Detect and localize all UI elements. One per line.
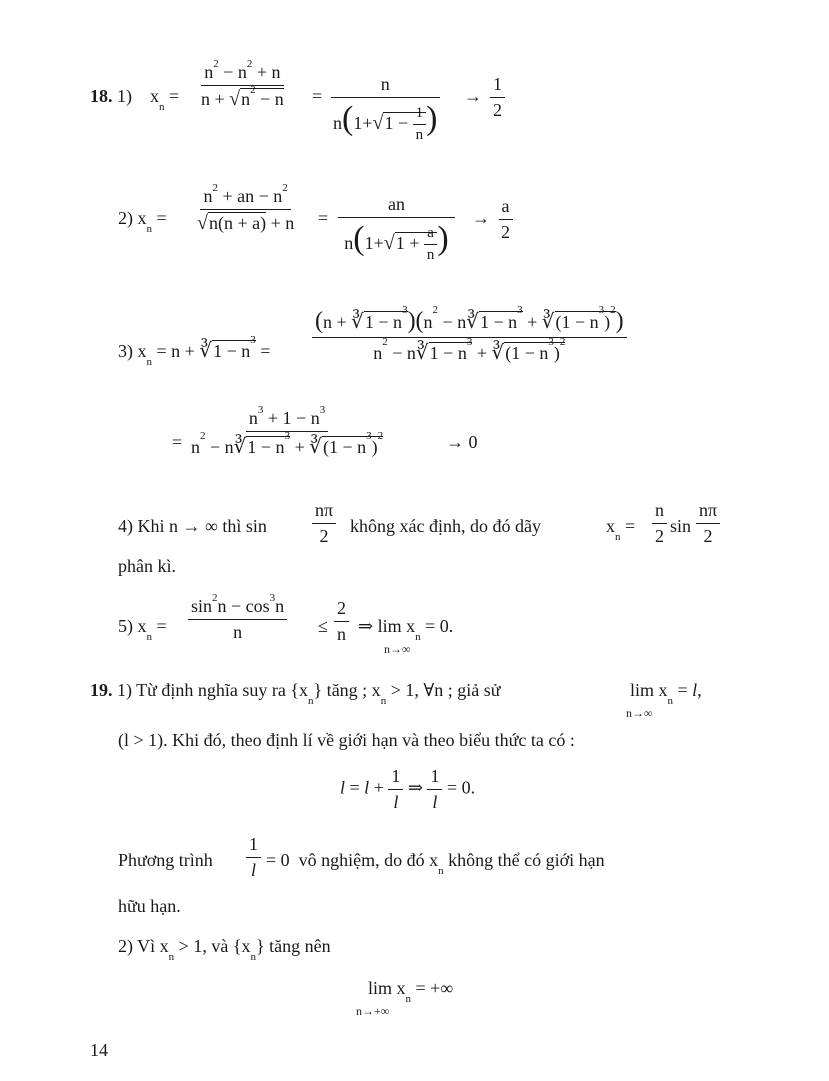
problem-19-line3b: = 0 vô nghiệm, do đó $x_n$ không thể có giới hạn [266, 850, 605, 877]
eq-18-4-s: $\frac{n\pi}{2}$ [696, 500, 720, 547]
lim-l-sub: n→∞ [626, 706, 653, 720]
arrow: → [464, 86, 482, 106]
lim-l: $\lim x_n = l$, [630, 680, 702, 707]
eq-18-4-text-b: không xác định, do đó dãy [350, 516, 541, 536]
eq-18-3-lhs: 3) $x_n = n$ + ∛1 − $n^3$ = [118, 334, 271, 368]
eq-18-3-frac1: $\frac{(n + ∛1 - n^3)(n^2 - n∛1 - n^3 + ∛(1 - n^3)^2)}{n^2 - n∛1 - n^3 + ∛(1 - n^3)^2}$ [312, 308, 627, 365]
problem-19-line3a: Phương trình [118, 850, 213, 870]
eq-18-5-frac: $\frac{\sin^2n - \cos^3n}{n}$ [188, 596, 287, 643]
eq-18-4-frac: $\frac{n\pi}{2}$ [312, 500, 336, 547]
problem-18-label: 18. 1) [90, 86, 132, 106]
eq-19-frac: $\frac{1}{l}$ [246, 834, 261, 881]
eq-18-2-frac2: an n(1+√1 + $\frac{a}{n}$ ) [338, 194, 455, 264]
eq-18-2-lhs: 2) $x_n$ = [118, 208, 167, 235]
eq-19-center: l = l + $\frac{1}{l}$ ⇒ $\frac{1}{l}$ = 0. [340, 766, 476, 812]
final-lim-sub: n→+∞ [356, 1004, 390, 1018]
eq-18-2-frac1: $\frac{n^2 + an - n^2}{√n(n + a) + n}$ [197, 182, 295, 234]
eq-18-1-frac2: n n(1+√1 − $\frac{1}{n}$ ) [330, 74, 440, 144]
eq-sign: = [318, 208, 329, 228]
eq-18-5-lim: ⇒ $\lim x_n = 0$. [358, 616, 454, 643]
eq-18-5-lhs: 5) $x_n$ = [118, 616, 167, 643]
eq-18-4-sin: sin [670, 516, 692, 536]
problem-19-line4: hữu hạn. [118, 896, 181, 916]
limit-18-3: → 0 [446, 432, 478, 452]
limit-18-1: $\frac{1}{2}$ [490, 74, 505, 121]
problem-19-line1: 19. 1) Từ định nghĩa suy ra $\{x_n\}$ tăng ; $x_n > 1$, ∀n ; giả sử [90, 680, 501, 707]
problem-19-line5: 2) Vì $x_n > 1$, và $\{x_n\}$ tăng nên [118, 936, 331, 963]
eq-18-4-xn: $x_n$ = [606, 516, 636, 543]
le: ≤ [318, 616, 328, 636]
eq-sign: = [312, 86, 323, 106]
eq-18-4-phanki: phân kì. [118, 556, 176, 576]
arrow: → [472, 208, 490, 228]
problem-19-line2: (l > 1). Khi đó, theo định lí về giới hạn và theo biểu thức ta có : [118, 730, 575, 750]
eq-18-1-lhs: $x_n$ = [150, 86, 180, 113]
eq-18-5-b: $\frac{2}{n}$ [334, 598, 349, 645]
eq-18-4-c: $\frac{n}{2}$ [652, 500, 667, 547]
limit-18-2: $\frac{a}{2}$ [498, 196, 513, 243]
eq-sign: = [172, 432, 183, 452]
eq-18-3-frac2: $\frac{n^3 + 1 - n^3}{n^2 - n∛1 - n^3 + ∛(1 - n^3)^2}$ [191, 404, 384, 458]
eq-18-1-frac1: $\frac{n^2 - n^2 + n}{n + √n^2 - n}$ [201, 58, 284, 110]
page-number: 14 [90, 1040, 108, 1060]
final-lim: $\lim x_n$ = +∞ [368, 978, 454, 1005]
eq-18-5-limsub: n→∞ [384, 642, 411, 656]
eq-18-4-text: 4) Khi n → ∞ thì sin [118, 516, 267, 536]
